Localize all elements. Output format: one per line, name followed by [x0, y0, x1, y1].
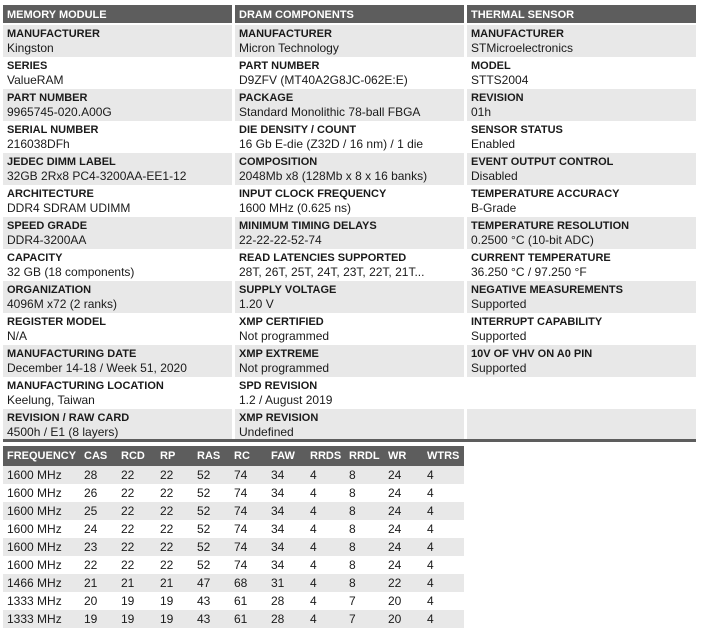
info-row — [235, 313, 464, 345]
timings-column-header: FREQUENCY — [3, 446, 80, 466]
memory-module-header: MEMORY MODULE — [3, 5, 232, 25]
info-row — [467, 281, 696, 313]
timings-table — [3, 446, 464, 628]
timings-cell: 22 — [384, 574, 423, 592]
timings-cell: 22 — [156, 466, 193, 484]
timings-cell: 4 — [423, 520, 464, 538]
timings-cell: 34 — [267, 556, 306, 574]
info-row — [3, 377, 232, 409]
timings-cell: 26 — [80, 484, 117, 502]
timings-cell: 21 — [117, 574, 156, 592]
timings-cell: 4 — [306, 520, 345, 538]
info-row — [3, 57, 232, 89]
timings-cell: 34 — [267, 520, 306, 538]
timings-cell: 4 — [423, 538, 464, 556]
timings-cell: 74 — [230, 466, 267, 484]
info-value: 1.2 / August 2019 — [239, 393, 333, 407]
timings-cell: 20 — [384, 610, 423, 628]
timings-column-header: WTRS — [423, 446, 464, 466]
info-label: SERIAL NUMBER — [7, 124, 99, 136]
info-label: PART NUMBER — [239, 60, 320, 72]
info-value: 32 GB (18 components) — [7, 265, 135, 279]
timings-cell: 24 — [384, 520, 423, 538]
info-value: 28T, 26T, 25T, 24T, 23T, 22T, 21T... — [239, 265, 425, 279]
timings-cell: 20 — [80, 592, 117, 610]
info-value: Disabled — [471, 169, 518, 183]
info-label: XMP REVISION — [239, 412, 319, 424]
info-row — [467, 185, 696, 217]
timings-cell: 74 — [230, 556, 267, 574]
info-label: SPEED GRADE — [7, 220, 88, 232]
timings-cell: 4 — [306, 502, 345, 520]
timings-cell: 22 — [117, 466, 156, 484]
timings-cell: 21 — [80, 574, 117, 592]
info-row — [235, 345, 464, 377]
info-row — [3, 313, 232, 345]
info-row — [235, 57, 464, 89]
timings-cell: 21 — [156, 574, 193, 592]
timings-column-header: RRDS — [306, 446, 345, 466]
timings-cell: 4 — [306, 538, 345, 556]
timings-cell: 28 — [267, 592, 306, 610]
timings-cell: 4 — [306, 592, 345, 610]
timings-cell: 8 — [345, 556, 384, 574]
info-row — [3, 185, 232, 217]
timings-cell: 8 — [345, 538, 384, 556]
timings-column-header: RCD — [117, 446, 156, 466]
timings-cell: 25 — [80, 502, 117, 520]
panel-bottom-divider — [3, 439, 696, 442]
timings-cell: 43 — [193, 592, 230, 610]
info-label: PART NUMBER — [7, 92, 88, 104]
info-label: SERIES — [7, 60, 48, 72]
timings-cell: 4 — [306, 574, 345, 592]
info-label: MANUFACTURER — [471, 28, 564, 40]
timings-cell: 1600 MHz — [3, 502, 80, 520]
info-value: 36.250 °C / 97.250 °F — [471, 265, 587, 279]
timings-row — [3, 538, 464, 556]
info-value: Supported — [471, 297, 527, 311]
dram-components-header: DRAM COMPONENTS — [235, 5, 464, 25]
timings-cell: 4 — [306, 466, 345, 484]
info-value: Not programmed — [239, 329, 330, 343]
memory-module-panel — [3, 5, 232, 441]
timings-header-row — [3, 446, 464, 466]
timings-cell: 1600 MHz — [3, 520, 80, 538]
timings-cell: 22 — [80, 556, 117, 574]
timings-cell: 52 — [193, 484, 230, 502]
info-label: PACKAGE — [239, 92, 294, 104]
info-value: 0.2500 °C (10-bit ADC) — [471, 233, 594, 247]
info-label: MANUFACTURER — [7, 28, 100, 40]
info-value: STTS2004 — [471, 73, 529, 87]
timings-cell: 4 — [423, 592, 464, 610]
info-row — [467, 121, 696, 153]
timings-row — [3, 592, 464, 610]
info-value: December 14-18 / Week 51, 2020 — [7, 361, 187, 375]
info-label: XMP CERTIFIED — [239, 316, 324, 328]
timings-cell: 22 — [117, 538, 156, 556]
timings-column-header: RC — [230, 446, 267, 466]
info-value: 2048Mb x8 (128Mb x 8 x 16 banks) — [239, 169, 428, 183]
info-label: REVISION — [471, 92, 524, 104]
timings-cell: 8 — [345, 502, 384, 520]
info-label: INPUT CLOCK FREQUENCY — [239, 188, 387, 200]
timings-cell: 1600 MHz — [3, 466, 80, 484]
timings-cell: 52 — [193, 520, 230, 538]
timings-cell: 74 — [230, 538, 267, 556]
info-row — [235, 89, 464, 121]
info-value: 16 Gb E-die (Z32D / 16 nm) / 1 die — [239, 137, 424, 151]
timings-cell: 1600 MHz — [3, 484, 80, 502]
timings-cell: 52 — [193, 502, 230, 520]
info-value: 4096M x72 (2 ranks) — [7, 297, 118, 311]
info-value: 1600 MHz (0.625 ns) — [239, 201, 352, 215]
info-row — [467, 57, 696, 89]
info-label: MINIMUM TIMING DELAYS — [239, 220, 377, 232]
info-row — [467, 313, 696, 345]
info-row — [467, 217, 696, 249]
info-row — [3, 25, 232, 57]
info-value: Keelung, Taiwan — [7, 393, 95, 407]
info-value: 1.20 V — [239, 297, 274, 311]
timings-column-header: CAS — [80, 446, 117, 466]
info-label: XMP EXTREME — [239, 348, 319, 360]
timings-cell: 1600 MHz — [3, 556, 80, 574]
timings-cell: 4 — [423, 610, 464, 628]
info-value: STMicroelectronics — [471, 41, 574, 55]
info-row — [3, 121, 232, 153]
info-row — [3, 89, 232, 121]
timings-cell: 22 — [117, 502, 156, 520]
info-row — [3, 345, 232, 377]
timings-cell: 34 — [267, 484, 306, 502]
info-value: Supported — [471, 361, 527, 375]
timings-cell: 24 — [384, 484, 423, 502]
timings-cell: 8 — [345, 484, 384, 502]
info-label: MANUFACTURING DATE — [7, 348, 137, 360]
info-label: COMPOSITION — [239, 156, 318, 168]
info-label: MODEL — [471, 60, 511, 72]
timings-column-header: RP — [156, 446, 193, 466]
timings-cell: 19 — [117, 610, 156, 628]
timings-cell: 8 — [345, 574, 384, 592]
timings-row — [3, 610, 464, 628]
info-label: READ LATENCIES SUPPORTED — [239, 252, 407, 264]
timings-row — [3, 556, 464, 574]
info-value: DDR4-3200AA — [7, 233, 87, 247]
timings-cell: 23 — [80, 538, 117, 556]
info-label: TEMPERATURE ACCURACY — [471, 188, 620, 200]
info-row — [467, 345, 696, 377]
info-row — [3, 409, 232, 441]
timings-row — [3, 484, 464, 502]
timings-cell: 22 — [156, 520, 193, 538]
info-value: 9965745-020.A00G — [7, 105, 112, 119]
timings-cell: 52 — [193, 538, 230, 556]
timings-cell: 1600 MHz — [3, 538, 80, 556]
info-row — [235, 217, 464, 249]
timings-cell: 61 — [230, 592, 267, 610]
info-label: MANUFACTURER — [239, 28, 332, 40]
timings-cell: 74 — [230, 484, 267, 502]
timings-cell: 4 — [423, 466, 464, 484]
timings-cell: 4 — [306, 484, 345, 502]
timings-cell: 61 — [230, 610, 267, 628]
info-row — [235, 185, 464, 217]
timings-cell: 22 — [156, 502, 193, 520]
timings-cell: 8 — [345, 466, 384, 484]
timings-row — [3, 574, 464, 592]
info-value: ValueRAM — [7, 73, 64, 87]
info-label: TEMPERATURE RESOLUTION — [471, 220, 630, 232]
timings-cell: 8 — [345, 520, 384, 538]
timings-row — [3, 520, 464, 538]
timings-cell: 1333 MHz — [3, 592, 80, 610]
timings-cell: 43 — [193, 610, 230, 628]
info-value: Not programmed — [239, 361, 330, 375]
info-row — [235, 409, 464, 441]
timings-cell: 19 — [117, 592, 156, 610]
info-row — [3, 249, 232, 281]
info-label: INTERRUPT CAPABILITY — [471, 316, 603, 328]
info-value: 216038DFh — [7, 137, 70, 151]
timings-cell: 4 — [306, 610, 345, 628]
info-label: REVISION / RAW CARD — [7, 412, 130, 424]
info-value: 01h — [471, 105, 492, 119]
info-label: CURRENT TEMPERATURE — [471, 252, 611, 264]
info-label: ARCHITECTURE — [7, 188, 94, 200]
info-value: Enabled — [471, 137, 516, 151]
info-row — [235, 377, 464, 409]
timings-cell: 24 — [384, 556, 423, 574]
timings-row — [3, 502, 464, 520]
info-value: 22-22-22-52-74 — [239, 233, 322, 247]
timings-cell: 28 — [80, 466, 117, 484]
info-label: SENSOR STATUS — [471, 124, 563, 136]
info-value: Standard Monolithic 78-ball FBGA — [239, 105, 421, 119]
info-row — [235, 25, 464, 57]
info-value: DDR4 SDRAM UDIMM — [7, 201, 131, 215]
timings-cell: 1333 MHz — [3, 610, 80, 628]
info-row — [467, 249, 696, 281]
timings-cell: 24 — [384, 502, 423, 520]
timings-cell: 74 — [230, 520, 267, 538]
timings-cell: 68 — [230, 574, 267, 592]
timings-cell: 52 — [193, 556, 230, 574]
timings-cell: 4 — [306, 556, 345, 574]
info-value: Kingston — [7, 41, 54, 55]
info-label: ORGANIZATION — [7, 284, 92, 296]
timings-cell: 52 — [193, 466, 230, 484]
thermal-sensor-panel — [467, 5, 696, 441]
timings-cell: 22 — [156, 556, 193, 574]
timings-cell: 47 — [193, 574, 230, 592]
timings-cell: 4 — [423, 574, 464, 592]
empty-row — [467, 409, 696, 441]
timings-cell: 24 — [384, 538, 423, 556]
timings-cell: 28 — [267, 610, 306, 628]
info-value: B-Grade — [471, 201, 517, 215]
info-row — [235, 249, 464, 281]
info-label: CAPACITY — [7, 252, 63, 264]
info-label: EVENT OUTPUT CONTROL — [471, 156, 614, 168]
info-label: 10V OF VHV ON A0 PIN — [471, 348, 593, 360]
info-row — [467, 25, 696, 57]
info-label: NEGATIVE MEASUREMENTS — [471, 284, 623, 296]
info-row — [3, 153, 232, 185]
info-label: JEDEC DIMM LABEL — [7, 156, 116, 168]
timings-cell: 24 — [384, 466, 423, 484]
timings-cell: 24 — [80, 520, 117, 538]
timings-cell: 22 — [117, 484, 156, 502]
timings-cell: 74 — [230, 502, 267, 520]
timings-cell: 4 — [423, 556, 464, 574]
info-value: Supported — [471, 329, 527, 343]
info-label: REGISTER MODEL — [7, 316, 107, 328]
timings-column-header: RAS — [193, 446, 230, 466]
timings-column-header: FAW — [267, 446, 306, 466]
info-row — [235, 121, 464, 153]
timings-cell: 7 — [345, 592, 384, 610]
info-row — [467, 89, 696, 121]
timings-cell: 19 — [156, 610, 193, 628]
dram-components-panel — [235, 5, 464, 441]
info-label: SUPPLY VOLTAGE — [239, 284, 337, 296]
info-row — [467, 153, 696, 185]
timings-cell: 4 — [423, 502, 464, 520]
info-row — [3, 281, 232, 313]
info-label: DIE DENSITY / COUNT — [239, 124, 357, 136]
timings-cell: 20 — [384, 592, 423, 610]
timings-cell: 31 — [267, 574, 306, 592]
info-value: Undefined — [239, 425, 294, 439]
timings-cell: 34 — [267, 538, 306, 556]
info-value: D9ZFV (MT40A2G8JC-062E:E) — [239, 73, 408, 87]
info-row — [235, 153, 464, 185]
timings-cell: 1466 MHz — [3, 574, 80, 592]
info-value: 32GB 2Rx8 PC4-3200AA-EE1-12 — [7, 169, 187, 183]
info-row — [235, 281, 464, 313]
timings-cell: 22 — [156, 538, 193, 556]
empty-row — [467, 377, 696, 409]
timings-cell: 34 — [267, 502, 306, 520]
timings-column-header: RRDL — [345, 446, 384, 466]
thermal-sensor-header: THERMAL SENSOR — [467, 5, 696, 25]
timings-column-header: WR — [384, 446, 423, 466]
timings-cell: 22 — [117, 520, 156, 538]
info-value: Micron Technology — [239, 41, 339, 55]
timings-cell: 34 — [267, 466, 306, 484]
timings-row — [3, 466, 464, 484]
timings-cell: 22 — [156, 484, 193, 502]
info-label: SPD REVISION — [239, 380, 318, 392]
info-row — [3, 217, 232, 249]
timings-cell: 19 — [80, 610, 117, 628]
timings-cell: 4 — [423, 484, 464, 502]
info-value: N/A — [7, 329, 28, 343]
timings-cell: 7 — [345, 610, 384, 628]
timings-cell: 19 — [156, 592, 193, 610]
info-label: MANUFACTURING LOCATION — [7, 380, 164, 392]
timings-cell: 22 — [117, 556, 156, 574]
info-value: 4500h / E1 (8 layers) — [7, 425, 119, 439]
